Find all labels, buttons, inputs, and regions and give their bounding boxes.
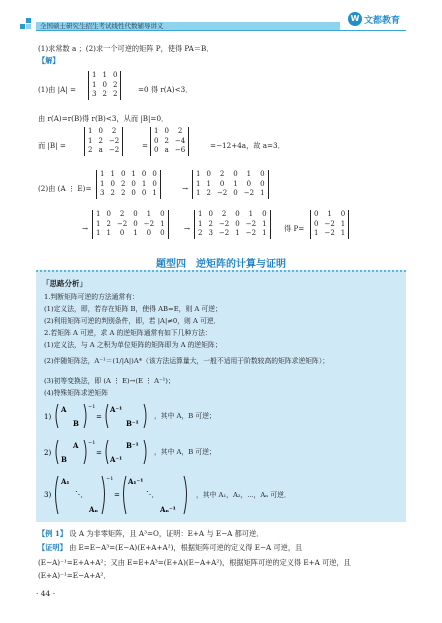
matrix-row	[85, 127, 123, 137]
paren-left	[106, 440, 108, 464]
paren-right	[84, 440, 86, 464]
matrix-cell: −2	[108, 146, 120, 154]
paren-left	[124, 476, 127, 514]
diag-blocks-inverse-formula	[44, 472, 194, 518]
matrix-cell: 2	[206, 189, 211, 197]
paren-right	[184, 476, 187, 514]
matrix-cell: 2	[164, 136, 169, 145]
matrix-row	[311, 229, 349, 239]
matrix-cell: 1	[100, 179, 105, 188]
matrix-cell: 1	[260, 189, 265, 197]
matrix-cell: −2	[245, 229, 257, 237]
matrix-row	[193, 189, 269, 199]
matrix-cell: 1	[146, 210, 152, 218]
matrix-row	[93, 229, 169, 239]
equals-sign: =	[142, 141, 149, 150]
svg-text:A: A	[73, 441, 79, 450]
matrix-cell: 1	[131, 170, 136, 178]
arrow-icon: →	[82, 224, 89, 233]
analysis-line: (4)特殊矩阵求逆矩阵	[44, 389, 109, 397]
brand-logo	[348, 12, 400, 26]
svg-text:⋱: ⋱	[146, 490, 154, 499]
svg-text:A: A	[61, 405, 67, 414]
analysis-box	[36, 270, 406, 522]
svg-text:1): 1)	[44, 413, 52, 421]
svg-text:Aₙ: Aₙ	[89, 505, 99, 514]
s1-prefix: (1)由 |A| =	[38, 85, 76, 94]
paren-right	[84, 404, 86, 428]
matrix-cell: 0	[208, 210, 213, 218]
s4-prefix: (2)由 (A ⋮ E)=	[38, 184, 92, 193]
matrix-cell: −2	[216, 189, 228, 197]
header-line	[36, 30, 406, 31]
matrix-row	[151, 146, 189, 156]
matrix-cell: 1	[206, 179, 211, 188]
matrix-cell: 0	[131, 189, 136, 197]
matrix-cell: 0	[233, 170, 238, 178]
matrix-cell: 1	[340, 219, 346, 228]
svg-text:2): 2)	[44, 449, 52, 457]
matrix-row	[151, 137, 189, 147]
det-table	[84, 127, 123, 156]
matrix-cell: 1	[110, 170, 115, 178]
matrix-cell: 0	[246, 179, 252, 188]
matrix-cell: 0	[102, 80, 107, 89]
matrix-row	[89, 71, 121, 81]
matrix-cell: 0	[160, 229, 165, 237]
matrix-cell: 0	[141, 170, 147, 178]
header-squares-icon	[20, 18, 34, 30]
matrix-cell: −2	[108, 136, 120, 145]
analysis-line: 1.判断矩阵可逆的方法通常有：	[44, 293, 139, 301]
example-label: 【例 1】	[38, 529, 68, 538]
matrix-cell: 3	[208, 229, 213, 237]
matrix-row	[193, 180, 269, 190]
svg-text:Aₙ⁻¹: Aₙ⁻¹	[160, 505, 176, 514]
svg-text:A⁻¹: A⁻¹	[110, 455, 123, 464]
matrix-row	[85, 146, 123, 156]
matrix-cell: −6	[174, 146, 186, 154]
matrix-cell: 0	[112, 71, 118, 79]
matrix-cell: 1	[262, 229, 267, 237]
proof-text: 由 E=E−A³=(E−A)(E+A+A²)，根据矩阵可逆的定义得 E−A 可逆，且	[69, 543, 303, 552]
formula-2-suffix: ，其中 A，B 可逆；	[154, 448, 216, 456]
logo-icon: W	[348, 12, 362, 26]
matrix-cell: 2	[120, 179, 126, 188]
analysis-line: (2)伴随矩阵法，A⁻¹＝(1/|A|)A*（该方法运算量大，一般不适用于阶数较高的矩阵求逆矩阵）；	[44, 357, 330, 365]
augmented-matrix-1	[96, 170, 161, 199]
matrix-cell: 1	[88, 136, 93, 145]
matrix-cell: 0	[160, 210, 165, 218]
matrix-row	[97, 180, 161, 190]
svg-text:=: =	[96, 413, 102, 421]
s2-text: 由 r(A)=r(B)得 r(B)<3，从而 |B|=0．	[38, 114, 169, 123]
matrix-cell: 1	[92, 80, 97, 89]
matrix-cell: −2	[245, 219, 257, 228]
matrix-cell: 1	[235, 229, 240, 237]
paren-right	[144, 440, 146, 464]
matrix-b1-det	[84, 127, 123, 156]
matrix-cell: 1	[92, 71, 97, 79]
matrix-row	[151, 127, 189, 137]
example-text: 设 A 为非零矩阵，且 A³=O，证明：E+A 与 E−A 都可逆．	[69, 529, 264, 538]
problem-statement: (1)求常数 a ；(2)求一个可逆的矩阵 P，使得 PA＝B．	[38, 44, 214, 53]
matrix-cell: 0	[119, 229, 125, 237]
augmented-matrix-4	[194, 210, 271, 239]
matrix-table	[96, 170, 161, 199]
matrix-cell: 1	[96, 210, 101, 218]
paren-left	[56, 476, 59, 514]
paren-left	[56, 404, 58, 428]
matrix-cell: 1	[196, 179, 201, 188]
matrix-cell: 1	[248, 210, 254, 218]
formula-3-suffix: ，其中 A₁，A₂，⋯，Aₙ 可逆．	[196, 491, 291, 499]
matrix-cell: 2	[120, 189, 126, 197]
header-title: 全国硕士研究生招生考试线性代数辅导讲义	[40, 22, 164, 30]
matrix-cell: 0	[110, 179, 115, 188]
matrix-cell: 0	[314, 210, 319, 218]
s3-prefix: 而 |B| =	[38, 141, 66, 150]
matrix-cell: 2	[208, 219, 213, 228]
svg-text:−1: −1	[88, 440, 96, 446]
matrix-cell: −2	[218, 219, 230, 228]
augmented-matrix-3	[92, 210, 169, 239]
matrix-cell: 0	[154, 136, 159, 145]
matrix-cell: 0	[152, 170, 157, 178]
matrix-cell: 0	[152, 179, 157, 188]
matrix-cell: 0	[164, 127, 169, 135]
augmented-matrix-2	[192, 170, 269, 199]
matrix-cell: 2	[106, 219, 111, 228]
block-diag-inverse-formula	[44, 400, 154, 432]
matrix-row	[93, 210, 169, 220]
matrix-cell: 1	[141, 179, 147, 188]
matrix-row	[195, 210, 271, 220]
svg-text:A₁: A₁	[61, 477, 70, 486]
matrix-a-det	[88, 71, 121, 100]
matrix-row	[93, 220, 169, 230]
matrix-cell: 0	[131, 179, 136, 188]
anti-diag-inverse-formula	[44, 436, 154, 468]
svg-text:B: B	[73, 419, 79, 428]
s3-suffix: =−12+4a，故 a=3．	[210, 141, 285, 150]
paren-right	[144, 404, 146, 428]
proof-text-2: (E−A)⁻¹=E+A+A²；又由 E=E+A³=(E+A)(E−A+A²)，根据矩阵可逆的定义得 E+A 可逆，且(E+A)⁻¹=E−A+A²．	[38, 558, 351, 580]
matrix-row	[89, 90, 121, 100]
matrix-cell: 1	[198, 210, 203, 218]
analysis-line: (1)定义法，与 A 之积为单位矩阵的矩阵即为 A 的逆矩阵；	[44, 341, 222, 349]
analysis-line: (2)利用矩阵可逆的判别条件，即，若 |A|≠0，则 A 可逆．	[44, 317, 221, 325]
matrix-cell: 1	[327, 210, 332, 218]
matrix-cell: 1	[340, 229, 346, 237]
matrix-cell: 1	[160, 219, 165, 228]
matrix-cell: 3	[92, 90, 97, 98]
matrix-cell: 2	[111, 127, 117, 135]
matrix-p	[310, 210, 349, 239]
logo-text: 文都教育	[364, 15, 401, 26]
matrix-row	[195, 229, 271, 239]
matrix-cell: 0	[260, 170, 265, 178]
matrix-cell: 0	[260, 179, 265, 188]
analysis-line: 2.若矩阵 A 可逆，求 A 的逆矩阵通常有如下几种方法：	[44, 329, 212, 337]
matrix-row	[311, 210, 349, 220]
matrix-cell: 0	[133, 210, 138, 218]
matrix-cell: −2	[143, 219, 155, 228]
matrix-cell: 2	[219, 170, 225, 178]
paren-right	[102, 476, 105, 514]
matrix-cell: 0	[141, 189, 147, 197]
matrix-cell: 1	[196, 189, 201, 197]
matrix-cell: a	[98, 146, 103, 154]
matrix-table	[310, 210, 349, 239]
svg-text:=: =	[114, 491, 120, 499]
solution-label: 【解】	[38, 56, 60, 65]
matrix-row	[89, 81, 121, 91]
matrix-cell: 2	[119, 210, 125, 218]
matrix-cell: 2	[88, 146, 93, 154]
page-number: · 44 ·	[36, 589, 56, 598]
matrix-b2-det	[150, 127, 189, 156]
matrix-cell: 1	[314, 229, 319, 237]
matrix-row	[85, 137, 123, 147]
section-title: 题型四 逆矩阵的计算与证明	[156, 259, 286, 270]
svg-text:B: B	[61, 455, 67, 464]
matrix-cell: −2	[324, 219, 335, 228]
matrix-row	[97, 170, 161, 180]
svg-text:=: =	[96, 449, 102, 457]
matrix-cell: a	[164, 146, 169, 154]
matrix-cell: 1	[133, 229, 138, 237]
matrix-cell: 1	[96, 219, 101, 228]
matrix-cell: −2	[218, 229, 230, 237]
matrix-cell: 2	[110, 189, 115, 197]
proof-line	[38, 543, 302, 553]
matrix-cell: −2	[324, 229, 335, 237]
matrix-row	[97, 189, 161, 199]
matrix-cell: 1	[154, 127, 159, 135]
matrix-cell: 0	[314, 219, 319, 228]
page-header	[0, 0, 442, 36]
analysis-line: (3)初等变换法，即 (A ⋮ E)→(E ⋮ A⁻¹)；	[44, 377, 175, 385]
matrix-cell: 0	[106, 210, 111, 218]
svg-text:⋱: ⋱	[75, 490, 83, 499]
matrix-cell: 1	[196, 170, 201, 178]
matrix-table	[92, 210, 169, 239]
matrix-cell: 0	[235, 210, 240, 218]
matrix-cell: 2	[221, 210, 227, 218]
matrix-cell: 0	[219, 179, 225, 188]
matrix-cell: 0	[206, 170, 211, 178]
matrix-cell: −2	[116, 219, 128, 228]
analysis-heading: 「思路分析」	[42, 279, 87, 288]
analysis-line: (1)定义法，即，若存在矩阵 B，使得 AB=E，则 A 可逆；	[44, 305, 222, 313]
matrix-cell: 2	[112, 90, 118, 98]
matrix-cell: 1	[152, 189, 157, 197]
matrix-row	[311, 220, 349, 230]
paren-left	[106, 404, 108, 428]
svg-text:A⁻¹: A⁻¹	[110, 405, 123, 414]
matrix-cell: 0	[98, 127, 103, 135]
matrix-cell: 1	[88, 127, 93, 135]
s4-result-prefix: 得 P=	[284, 224, 305, 233]
matrix-cell: 1	[233, 179, 238, 188]
svg-text:B⁻¹: B⁻¹	[126, 419, 139, 428]
example-line	[38, 529, 263, 539]
matrix-cell: 2	[98, 136, 103, 145]
matrix-cell: 1	[246, 170, 252, 178]
matrix-cell: −4	[174, 136, 186, 145]
matrix-cell: −2	[243, 189, 255, 197]
matrix-cell: 0	[262, 210, 267, 218]
matrix-table	[194, 210, 271, 239]
matrix-cell: 1	[96, 229, 101, 237]
matrix-cell: 0	[233, 189, 238, 197]
matrix-cell: 2	[177, 127, 183, 135]
det-table	[88, 71, 121, 100]
matrix-cell: 2	[198, 229, 203, 237]
s1-suffix: =0 得 r(A)<3．	[138, 85, 193, 94]
matrix-cell: 0	[146, 229, 152, 237]
matrix-cell: 0	[120, 170, 126, 178]
matrix-cell: 2	[112, 80, 118, 89]
matrix-cell: 0	[133, 219, 138, 228]
svg-text:3): 3)	[44, 491, 52, 499]
matrix-cell: 2	[102, 90, 107, 98]
formula-1-suffix: ，其中 A，B 可逆；	[154, 412, 216, 420]
matrix-cell: 0	[235, 219, 240, 228]
matrix-cell: 0	[154, 146, 159, 154]
svg-text:−1: −1	[106, 476, 114, 482]
matrix-cell: 0	[340, 210, 346, 218]
svg-text:−1: −1	[88, 404, 96, 410]
svg-text:A₁⁻¹: A₁⁻¹	[128, 477, 144, 486]
det-table	[150, 127, 189, 156]
arrow-icon: →	[182, 184, 189, 193]
svg-text:B⁻¹: B⁻¹	[126, 441, 139, 450]
matrix-cell: 1	[100, 170, 105, 178]
matrix-row	[195, 220, 271, 230]
matrix-cell: 1	[102, 71, 107, 79]
proof-label: 【证明】	[38, 543, 67, 552]
matrix-cell: 1	[198, 219, 203, 228]
matrix-cell: 1	[262, 219, 267, 228]
matrix-table	[192, 170, 269, 199]
arrow-icon: →	[184, 224, 191, 233]
paren-left	[56, 440, 58, 464]
matrix-cell: 1	[106, 229, 111, 237]
matrix-cell: 3	[100, 189, 105, 197]
matrix-row	[193, 170, 269, 180]
